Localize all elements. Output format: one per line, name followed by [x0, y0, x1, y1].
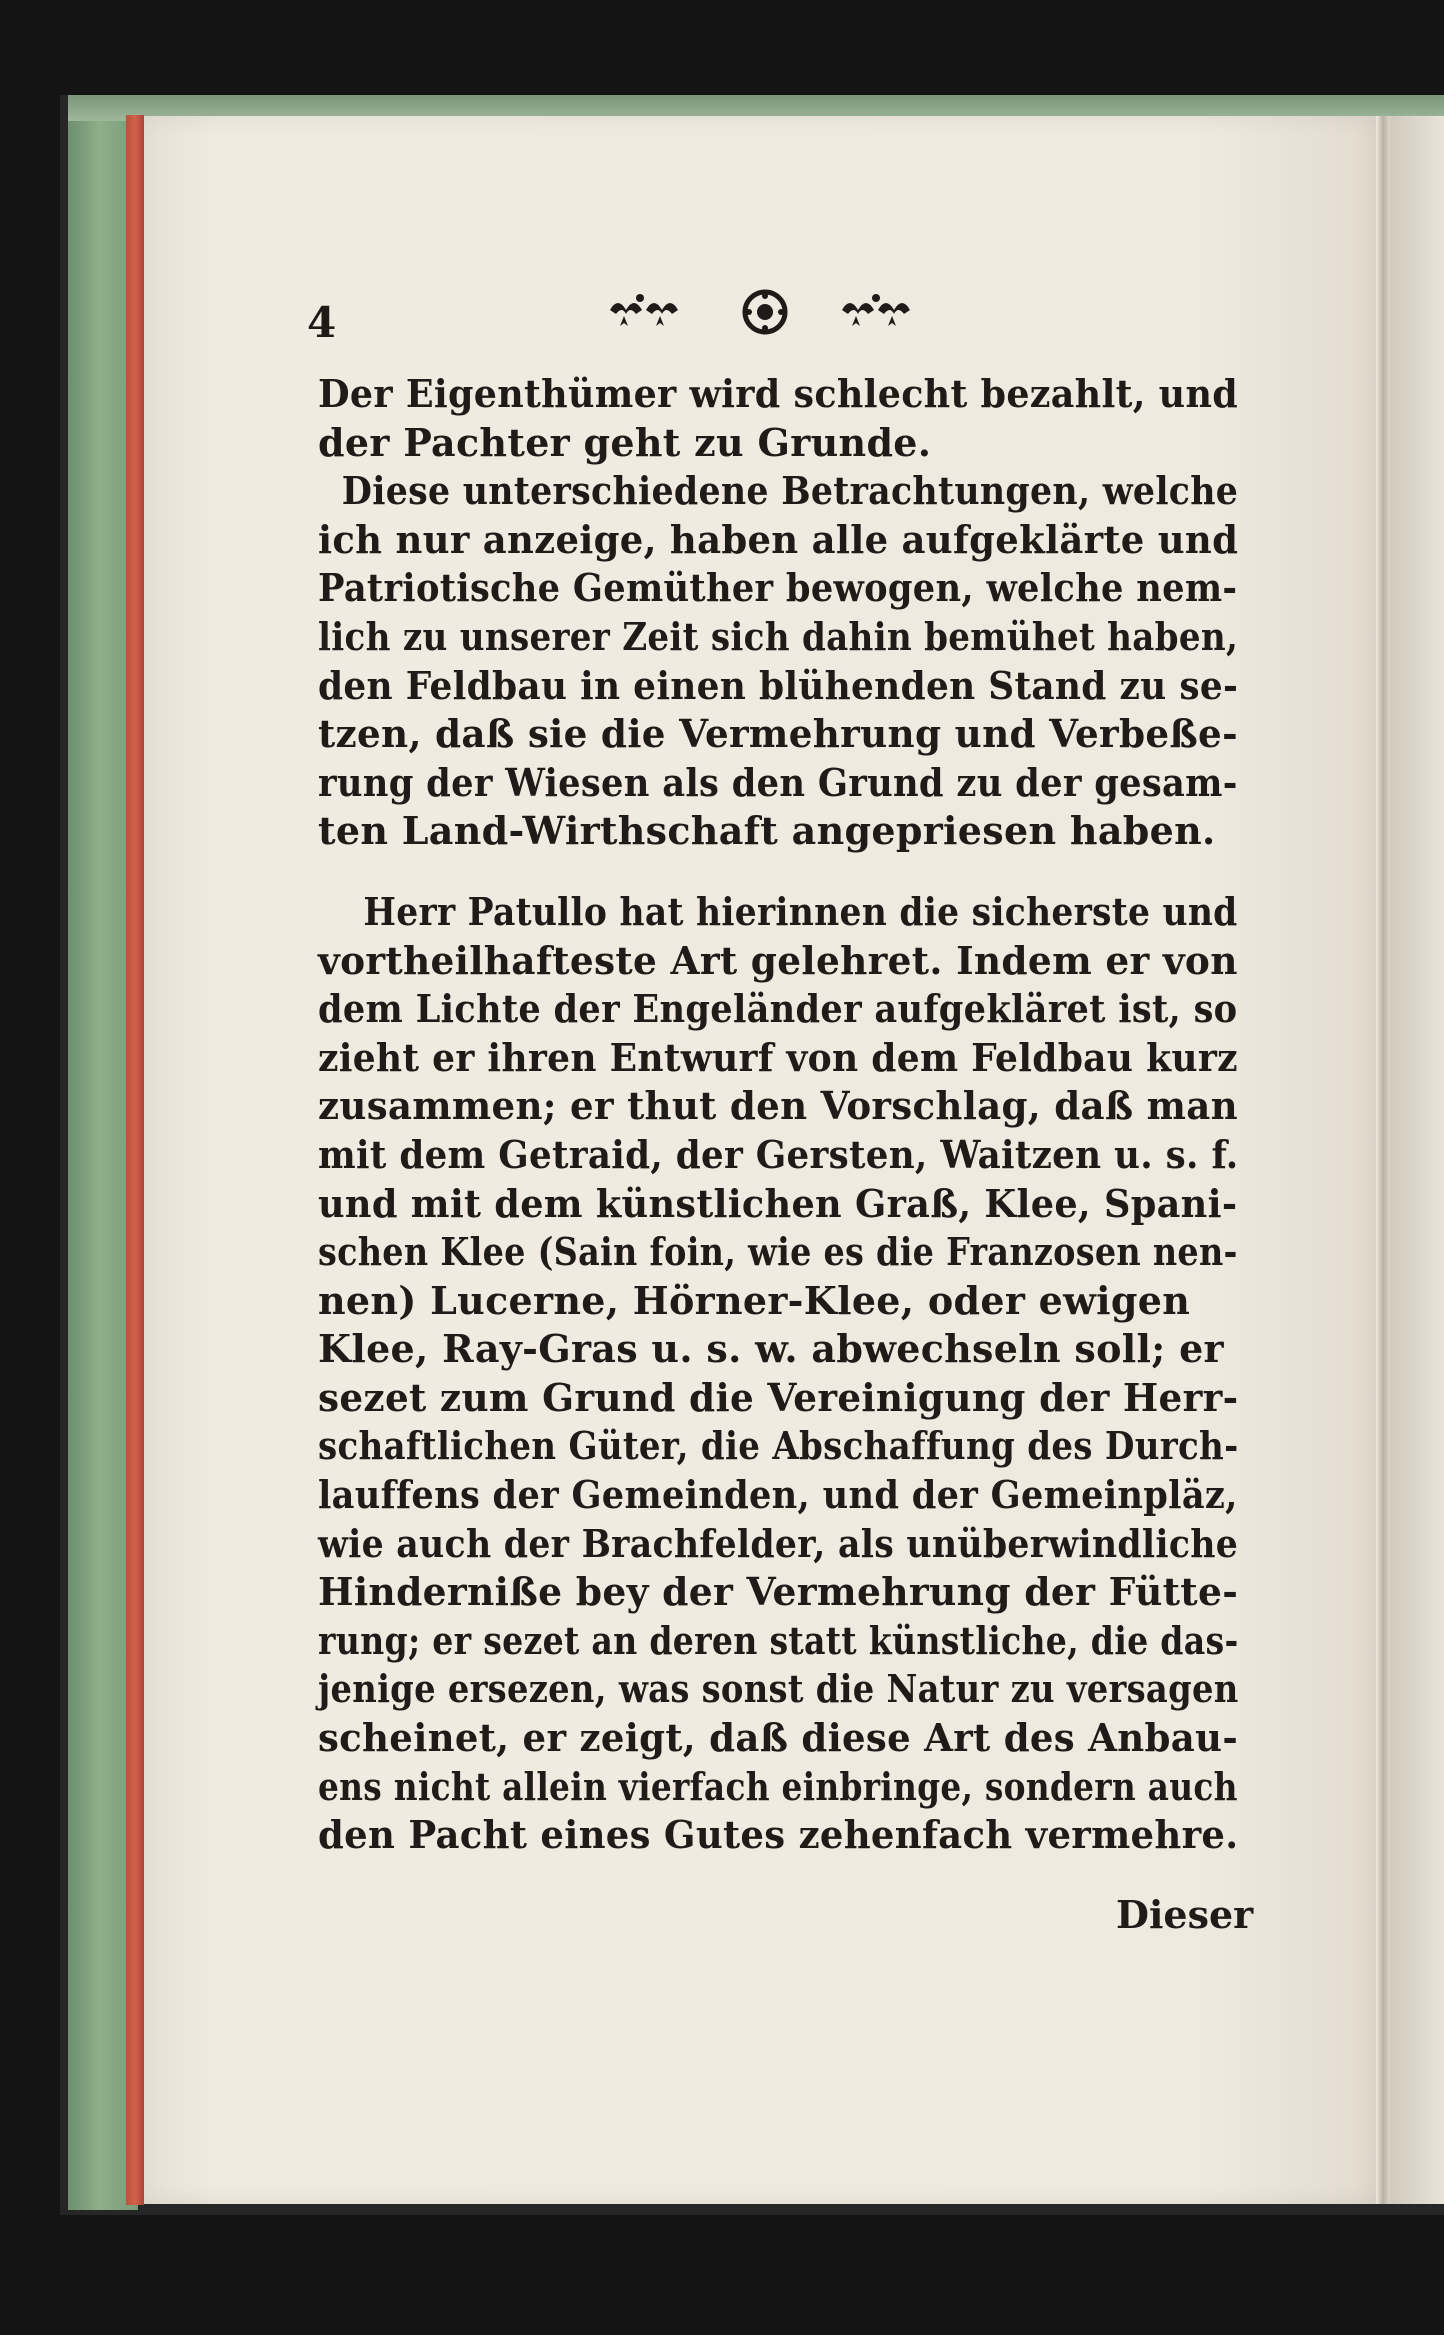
page-gutter	[1376, 116, 1390, 2204]
text-line: Klee, Ray-Gras u. s. w. abwechseln soll; er	[318, 1326, 1224, 1372]
paragraph-3	[318, 888, 1238, 1860]
text-line: ens nicht allein vierfach einbringe, sondern auch	[318, 1763, 1238, 1809]
paragraph-1	[318, 370, 1238, 467]
text-line: jenige ersezen, was sonst die Natur zu versagen	[318, 1666, 1239, 1712]
text-line: lauffens der Gemeinden, und der Gemeinpläz,	[318, 1472, 1238, 1518]
text-line: wie auch der Brachfelder, als unüberwindliche	[318, 1520, 1239, 1566]
text-line: den Feldbau in einen blühenden Stand zu se-	[318, 662, 1239, 708]
text-line: Herr Patullo hat hierinnen die sicherste und	[363, 888, 1238, 934]
page-number: 4	[307, 298, 337, 347]
paragraph-2	[318, 467, 1238, 856]
text-line: schaftlichen Güter, die Abschaffung des Durch-	[318, 1423, 1239, 1469]
header-ornament-icon	[600, 282, 930, 342]
body-text	[318, 370, 1238, 1860]
text-line: Diese unterschiedene Betrachtungen, welche	[341, 468, 1239, 514]
text-line: rung; er sezet an deren statt künstliche, die das-	[318, 1617, 1239, 1663]
text-line: vortheilhafteste Art gelehret. Indem er von	[318, 937, 1238, 983]
text-line: ten Land-Wirthschaft angepriesen haben.	[318, 808, 1216, 854]
text-line: dem Lichte der Engeländer aufgekläret ist, so	[318, 986, 1238, 1032]
text-line: Patriotische Gemüther bewogen, welche nem-	[318, 565, 1238, 611]
text-line: Der Eigenthümer wird schlecht bezahlt, und	[318, 371, 1239, 416]
paragraph-gap	[318, 856, 1238, 888]
text-line: zusammen; er thut den Vorschlag, daß man	[318, 1083, 1238, 1129]
text-line: den Pacht eines Gutes zehenfach vermehre.	[318, 1812, 1239, 1858]
text-line: schen Klee (Sain foin, wie es die Franzosen nen-	[318, 1229, 1238, 1275]
text-line: rung der Wiesen als den Grund zu der gesam-	[318, 759, 1238, 805]
text-line: sezet zum Grund die Vereinigung der Herr-	[318, 1374, 1239, 1420]
text-line: zieht er ihren Entwurf von dem Feldbau kurz	[318, 1034, 1238, 1080]
facing-page-edge	[1386, 116, 1444, 2204]
text-line: nen) Lucerne, Hörner-Klee, oder ewigen	[318, 1277, 1191, 1323]
text-line: lich zu unserer Zeit sich dahin bemühet haben,	[318, 613, 1239, 659]
text-line: und mit dem künstlichen Graß, Klee, Spani-	[318, 1180, 1238, 1226]
text-line: tzen, daß sie die Vermehrung und Verbeße-	[318, 711, 1238, 757]
text-line: Hinderniße bey der Vermehrung der Fütte-	[318, 1569, 1239, 1615]
text-line: scheinet, er zeigt, daß diese Art des Anbau-	[318, 1715, 1239, 1761]
catchword: Dieser	[1116, 1892, 1254, 1937]
text-line: mit dem Getraid, der Gersten, Waitzen u. s. f.	[318, 1131, 1239, 1177]
text-line: ich nur anzeige, haben alle aufgeklärte und	[318, 516, 1239, 562]
text-line: der Pachter geht zu Grunde.	[318, 419, 932, 465]
page-red-edge	[126, 115, 144, 2205]
